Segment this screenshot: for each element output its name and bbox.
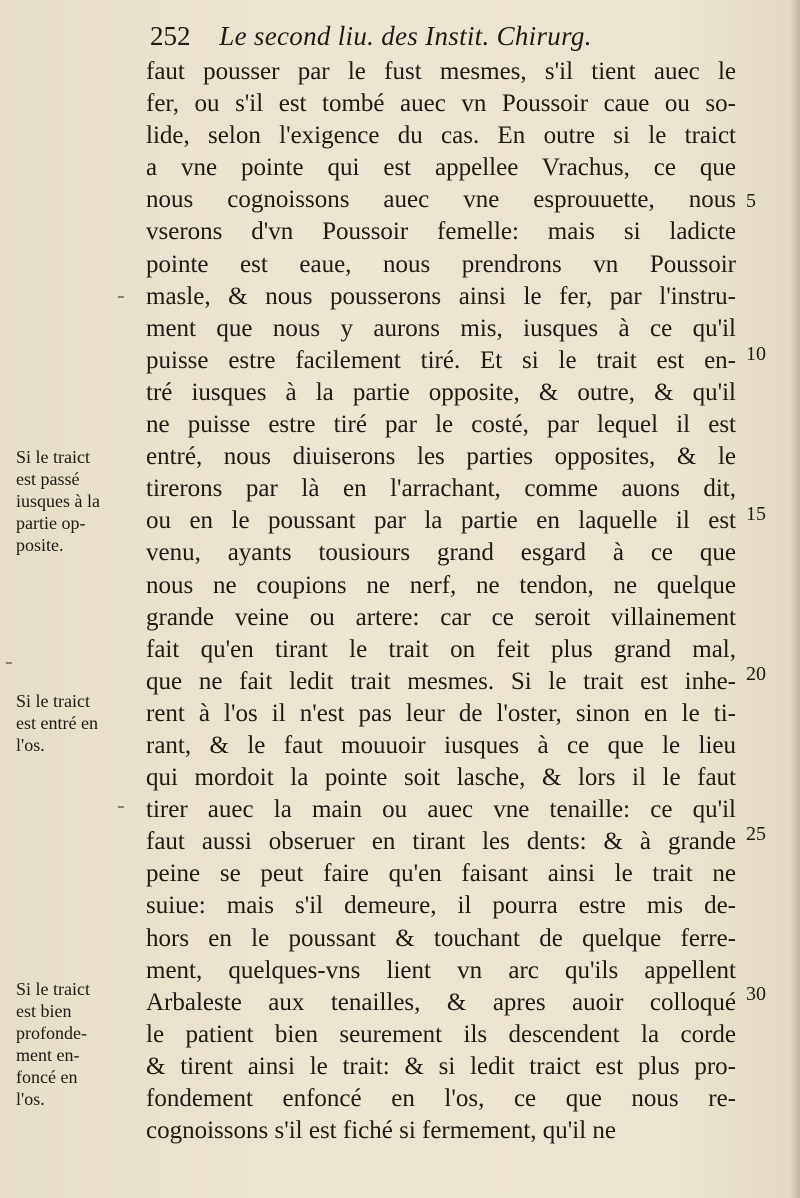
main-text-block	[146, 56, 736, 1147]
text-line: fer, ou s'il est tombé auec vn Poussoir caue ou so-	[146, 90, 736, 118]
text-line: que ne fait ledit trait mesmes. Si le trait est inhe-	[146, 667, 736, 695]
text-line: tré iusques à la partie opposite, & outre, & qu'il	[146, 378, 736, 406]
margin-note-line: ment en-	[16, 1045, 80, 1065]
margin-note-line: iusques à la	[16, 491, 100, 511]
margin-note-line: profonde-	[16, 1023, 87, 1043]
ink-speck	[6, 662, 12, 664]
line-number: 30	[746, 983, 766, 1005]
text-line: qui mordoit la pointe soit lasche, & lors il le faut	[146, 764, 736, 792]
text-line: nous cognoissons auec vne esprouuette, nous	[146, 186, 736, 214]
running-header	[150, 18, 710, 54]
text-line: pointe est eaue, nous prendrons vn Poussoir	[146, 250, 736, 278]
text-line: nous ne coupions ne nerf, ne tendon, ne quelque	[146, 571, 736, 599]
text-line: lide, selon l'exigence du cas. En outre si le traict	[146, 122, 736, 150]
margin-note-line: l'os.	[16, 1089, 45, 1109]
text-line: grande veine ou artere: car ce seroit villainement	[146, 603, 736, 631]
text-line: ou en le poussant par la partie en laquelle il est	[146, 507, 736, 535]
margin-note-line: foncé en	[16, 1067, 78, 1087]
line-number: 5	[746, 190, 756, 212]
text-line: ne puisse estre tiré par le costé, par lequel il est	[146, 411, 736, 439]
margin-note-line: Si le traict	[16, 691, 90, 711]
text-line: fait qu'en tirant le trait on feit plus grand mal,	[146, 635, 736, 663]
text-line: rent à l'os il n'est pas leur de l'oster, sinon en le ti-	[146, 699, 736, 727]
margin-note-line: l'os.	[16, 735, 45, 755]
text-line: le patient bien seurement ils descendent la corde	[146, 1020, 736, 1048]
margin-note-line: Si le traict	[16, 447, 90, 467]
text-line: peine se peut faire qu'en faisant ainsi le trait ne	[146, 860, 736, 888]
text-line: ment que nous y aurons mis, iusques à ce qu'il	[146, 314, 736, 342]
text-line: suiue: mais s'il demeure, il pourra estre mis de-	[146, 892, 736, 920]
text-line: tirer auec la main ou auec vne tenaille: ce qu'il	[146, 796, 736, 824]
margin-note-line: Si le traict	[16, 979, 90, 999]
text-line: masle, & nous pousserons ainsi le fer, par l'instru-	[146, 282, 736, 310]
text-line: cognoissons s'il est fiché si fermement, qu'il ne	[146, 1117, 617, 1145]
margin-note-line: est passé	[16, 469, 80, 489]
text-line: faut aussi obseruer en tirant les dents: & à grande	[146, 828, 736, 856]
text-line: vserons d'vn Poussoir femelle: mais si ladicte	[146, 218, 736, 246]
text-line: hors en le poussant & touchant de quelque ferre-	[146, 924, 736, 952]
line-number: 10	[746, 343, 766, 365]
page-number: 252	[150, 21, 191, 51]
margin-note	[16, 446, 144, 556]
ink-speck	[118, 296, 124, 298]
text-line: tirerons par là en l'arrachant, comme auons dit,	[146, 475, 736, 503]
margin-note-line: est bien	[16, 1001, 72, 1021]
margin-note-line: est entré en	[16, 713, 98, 733]
text-line: rant, & le faut mouuoir iusques à ce que le lieu	[146, 731, 736, 759]
text-line: entré, nous diuiserons les parties opposites, & le	[146, 443, 736, 471]
text-line: fondement enfoncé en l'os, ce que nous re-	[146, 1085, 736, 1112]
line-number: 15	[746, 503, 766, 525]
text-line: ment, quelques-vns lient vn arc qu'ils appellent	[146, 956, 736, 984]
margin-note-line: partie op-	[16, 513, 86, 533]
text-line: & tirent ainsi le trait: & si ledit traict est plus pro-	[146, 1052, 736, 1080]
text-line: venu, ayants tousiours grand esgard à ce que	[146, 539, 736, 567]
ink-speck	[118, 806, 124, 808]
margin-note	[16, 978, 144, 1110]
margin-note-line: posite.	[16, 535, 64, 555]
text-line: a vne pointe qui est appellee Vrachus, ce que	[146, 154, 736, 182]
text-line: puisse estre facilement tiré. Et si le trait est en-	[146, 346, 736, 374]
line-number: 25	[746, 823, 766, 845]
page-edge-shadow	[790, 0, 800, 1198]
text-line: Arbaleste aux tenailles, & apres auoir colloqué	[146, 988, 736, 1016]
text-line: faut pousser par le fust mesmes, s'il tient auec le	[146, 58, 736, 85]
running-title: Le second liu. des Instit. Chirurg.	[219, 21, 592, 51]
line-number: 20	[746, 663, 766, 685]
margin-note	[16, 690, 144, 756]
